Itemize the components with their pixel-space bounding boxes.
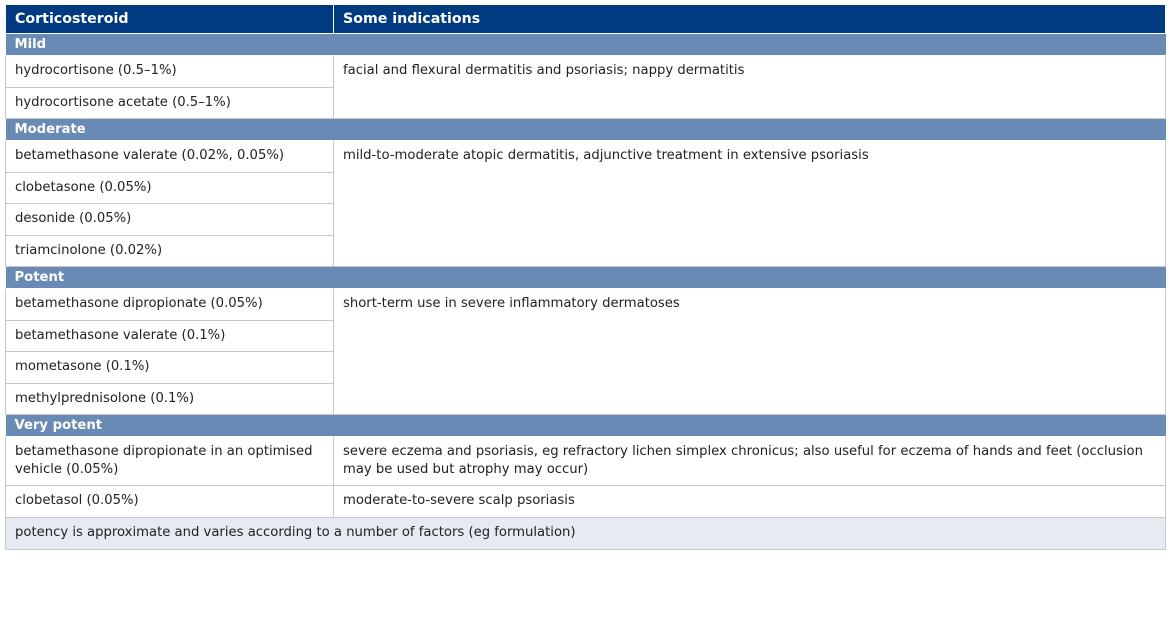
footnote-row xyxy=(6,517,1166,549)
group-row-very-potent xyxy=(6,415,1166,437)
table-row xyxy=(6,486,1166,518)
corticosteroid-potency-table xyxy=(5,5,1166,550)
drug-cell: hydrocortisone acetate (0.5–1%) xyxy=(6,87,334,119)
table-row xyxy=(6,56,1166,88)
corticosteroid-table-container xyxy=(5,5,1165,550)
drug-cell: betamethasone valerate (0.1%) xyxy=(6,320,334,352)
drug-cell: desonide (0.05%) xyxy=(6,204,334,236)
drug-cell: hydrocortisone (0.5–1%) xyxy=(6,56,334,88)
drug-cell: betamethasone dipropionate in an optimised vehicle (0.05%) xyxy=(6,437,334,486)
group-row-moderate xyxy=(6,119,1166,141)
drug-cell: clobetasol (0.05%) xyxy=(6,486,334,518)
indication-cell: short-term use in severe inflammatory dermatoses xyxy=(334,289,1166,415)
footnote: potency is approximate and varies according to a number of factors (eg formulation) xyxy=(6,517,1166,549)
drug-cell: mometasone (0.1%) xyxy=(6,352,334,384)
indication-cell: moderate-to-severe scalp psoriasis xyxy=(334,486,1166,518)
table-row xyxy=(6,289,1166,321)
table-row xyxy=(6,141,1166,173)
header-indications: Some indications xyxy=(334,5,1166,34)
group-label: Mild xyxy=(6,34,1166,56)
indication-cell: mild-to-moderate atopic dermatitis, adjunctive treatment in extensive psoriasis xyxy=(334,141,1166,267)
group-row-potent xyxy=(6,267,1166,289)
group-label: Potent xyxy=(6,267,1166,289)
drug-cell: clobetasone (0.05%) xyxy=(6,172,334,204)
indication-cell: facial and flexural dermatitis and psoriasis; nappy dermatitis xyxy=(334,56,1166,119)
group-label: Very potent xyxy=(6,415,1166,437)
table-header-row xyxy=(6,5,1166,34)
drug-cell: triamcinolone (0.02%) xyxy=(6,235,334,267)
drug-cell: betamethasone valerate (0.02%, 0.05%) xyxy=(6,141,334,173)
group-row-mild xyxy=(6,34,1166,56)
drug-cell: methylprednisolone (0.1%) xyxy=(6,383,334,415)
table-row xyxy=(6,437,1166,486)
group-label: Moderate xyxy=(6,119,1166,141)
drug-cell: betamethasone dipropionate (0.05%) xyxy=(6,289,334,321)
indication-cell: severe eczema and psoriasis, eg refractory lichen simplex chronicus; also useful for eczema of hands and feet (occlusion may be used but atrophy may occur) xyxy=(334,437,1166,486)
header-corticosteroid: Corticosteroid xyxy=(6,5,334,34)
